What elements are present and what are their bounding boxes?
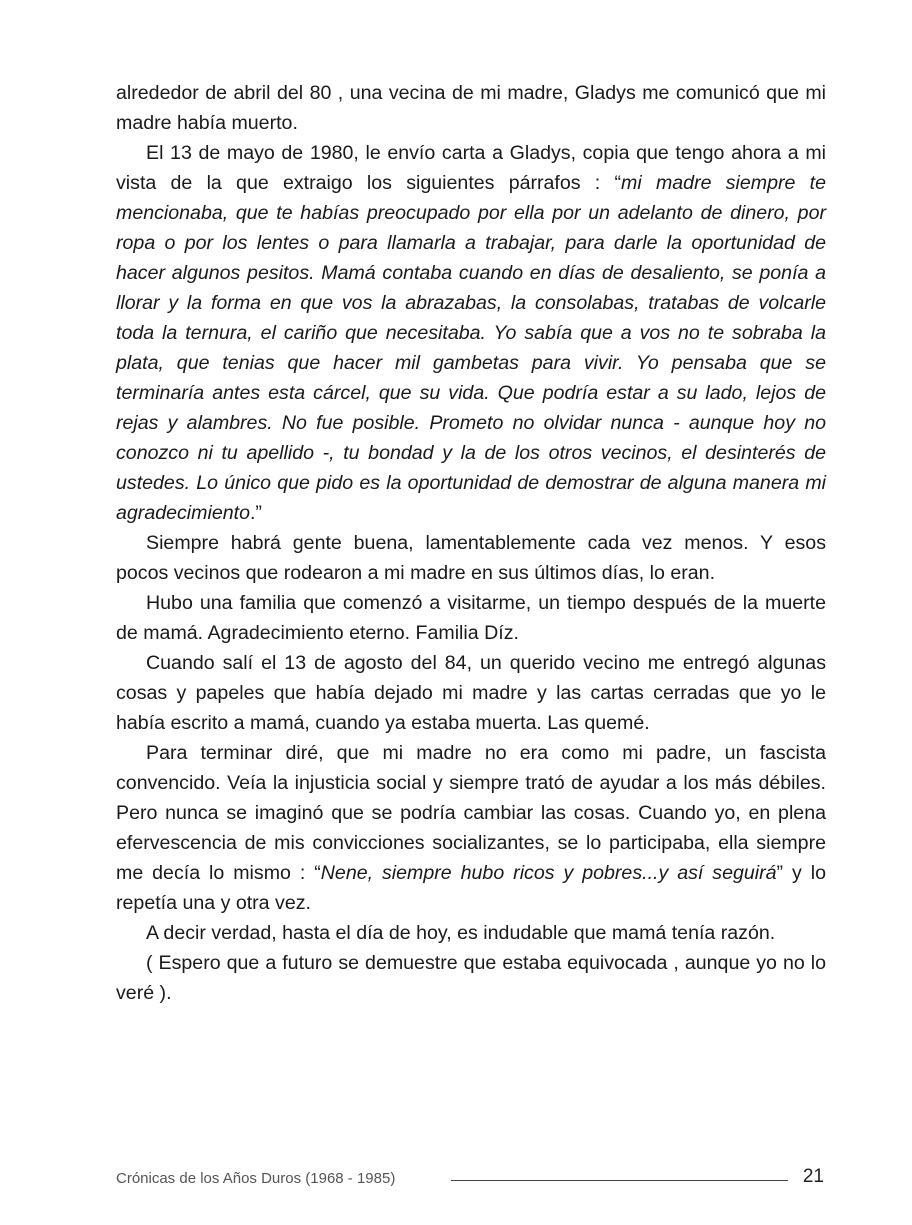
- paragraph-text: Cuando salí el 13 de agosto del 84, un querido vecino me entregó algunas cosas y papeles que había dejado mi madre y las cartas cerradas que yo le había escrito a mamá, cuando ya estaba muerta. Las quemé.: [116, 652, 826, 734]
- paragraph-text: El 13 de mayo de 1980, le envío carta a Gladys, copia que tengo ahora a mi vista de la que extraigo los siguientes párrafos : “: [116, 142, 826, 194]
- paragraph: [116, 528, 826, 588]
- footer-book-title: Crónicas de los Años Duros (1968 - 1985): [116, 1170, 396, 1187]
- paragraph-text: Siempre habrá gente buena, lamentablemente cada vez menos. Y esos pocos vecinos que rodearon a mi madre en sus últimos días, lo eran.: [116, 532, 826, 584]
- paragraph: [116, 738, 826, 918]
- paragraph-text: alrededor de abril del 80 , una vecina de mi madre, Gladys me comunicó que mi madre había muerto.: [116, 82, 826, 134]
- paragraph-text: ( Espero que a futuro se demuestre que estaba equivocada , aunque yo no lo veré ).: [116, 952, 826, 1004]
- paragraph-text: ” y lo repetía una y otra vez.: [116, 862, 827, 914]
- paragraph: [116, 138, 826, 528]
- italic-quote-text: Nene, siempre hubo ricos y pobres...y así seguirá: [320, 862, 777, 884]
- paragraph-text: A decir verdad, hasta el día de hoy, es indudable que mamá tenía razón.: [146, 922, 776, 944]
- paragraph: [116, 948, 826, 1008]
- paragraph-text: Hubo una familia que comenzó a visitarme, un tiempo después de la muerte de mamá. Agradecimiento eterno. Familia Díz.: [116, 592, 826, 644]
- paragraph: [116, 648, 826, 738]
- page-number: 21: [802, 1166, 824, 1187]
- italic-quote-text: mi madre siempre te mencionaba, que te habías preocupado por ella por un adelanto de dinero, por ropa o por los lentes o para llamarla a trabajar, para darle la oportunidad de hacer algunos pesitos. Mamá contaba cuando en días de desaliento, se ponía a llorar y la forma en que vos la abrazabas, la consolabas, tratabas de volcarle toda la ternura, el cariño que necesitaba. Yo sabía que a vos no te sobraba la plata, que tenias que hacer mil gambetas para vivir. Yo pensaba que se terminaría antes esta cárcel, que su vida. Que podría estar a su lado, lejos de rejas y alambres. No fue posible. Prometo no olvidar nunca - aunque hoy no conozco ni tu apellido -, tu bondad y la de los otros vecinos, el desinterés de ustedes. Lo único que pido es la oportunidad de demostrar de alguna manera mi agradecimiento: [116, 172, 826, 524]
- footer-divider-line: [451, 1180, 788, 1181]
- body-text: [116, 78, 826, 1008]
- paragraph-text: .”: [249, 502, 262, 524]
- page-footer: [116, 1166, 826, 1192]
- paragraph-text: Para terminar diré, que mi madre no era como mi padre, un fascista convencido. Veía la injusticia social y siempre trató de ayudar a los más débiles. Pero nunca se imaginó que se podría cambiar las cosas. Cuando yo, en plena efervescencia de mis convicciones socializantes, se lo participaba, ella siempre me decía lo mismo : “: [116, 742, 826, 884]
- paragraph: [116, 918, 826, 948]
- paragraph: [116, 78, 826, 138]
- paragraph: [116, 588, 826, 648]
